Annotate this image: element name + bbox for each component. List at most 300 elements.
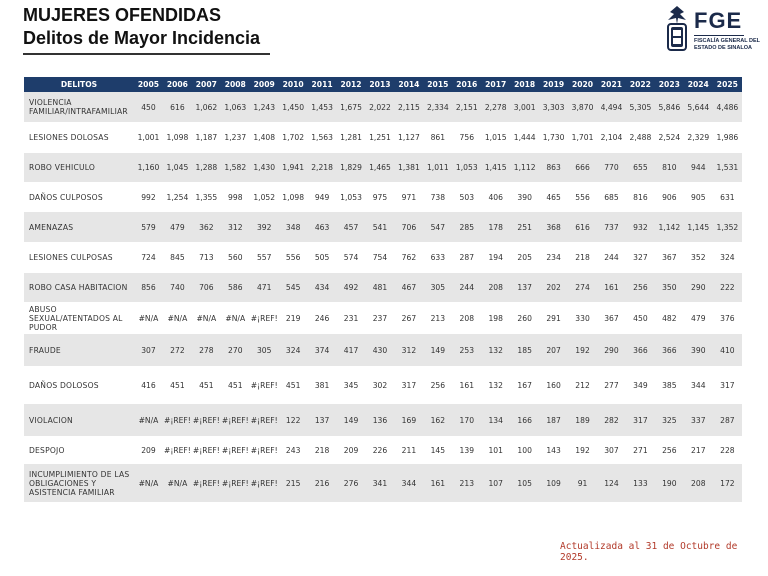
table-cell: 207 [539, 334, 568, 366]
table-cell: 1,062 [192, 92, 221, 122]
table-cell: 91 [568, 464, 597, 502]
table-cell: 1,145 [684, 212, 713, 242]
table-cell: 287 [713, 404, 742, 436]
table-cell: 172 [713, 464, 742, 502]
table-cell: 724 [134, 242, 163, 273]
table-cell: 738 [423, 182, 452, 212]
table-cell: 1,281 [337, 122, 366, 153]
table-cell: 325 [655, 404, 684, 436]
table-cell: 219 [279, 302, 308, 334]
table-cell: 557 [250, 242, 279, 273]
table-cell: #¡REF! [250, 366, 279, 404]
table-cell: 381 [308, 366, 337, 404]
table-cell: 944 [684, 153, 713, 182]
table-cell: 2,115 [394, 92, 423, 122]
table-cell: 190 [655, 464, 684, 502]
table-cell: #¡REF! [221, 436, 250, 464]
column-header-year: 2018 [510, 77, 539, 92]
table-cell: 810 [655, 153, 684, 182]
table-cell: 5,305 [626, 92, 655, 122]
table-cell: 1,187 [192, 122, 221, 153]
table-cell: 317 [394, 366, 423, 404]
table-cell: 685 [597, 182, 626, 212]
table-cell: #¡REF! [250, 436, 279, 464]
table-cell: 187 [539, 404, 568, 436]
column-header-year: 2012 [337, 77, 366, 92]
crime-name: FRAUDE [24, 334, 134, 366]
table-cell: 324 [279, 334, 308, 366]
table-cell: 185 [510, 334, 539, 366]
table-cell: 246 [308, 302, 337, 334]
table-cell: 998 [221, 182, 250, 212]
table-cell: 579 [134, 212, 163, 242]
table-cell: 1,063 [221, 92, 250, 122]
table-cell: 465 [539, 182, 568, 212]
table-row [24, 212, 742, 242]
table-cell: 1,408 [250, 122, 279, 153]
table-cell: 362 [192, 212, 221, 242]
table-cell: 166 [510, 404, 539, 436]
table-cell: 271 [626, 436, 655, 464]
table-cell: 2,329 [684, 122, 713, 153]
table-cell: 1,444 [510, 122, 539, 153]
table-row [24, 464, 742, 502]
table-cell: 1,730 [539, 122, 568, 153]
table-cell: 1,465 [366, 153, 395, 182]
crime-name: INCUMPLIMIENTO DE LAS OBLIGACIONES Y ASISTENCIA FAMILIAR [24, 464, 134, 502]
table-cell: 1,415 [481, 153, 510, 182]
table-header-row [24, 77, 742, 92]
table-row [24, 242, 742, 273]
table-cell: 1,160 [134, 153, 163, 182]
table-cell: 2,334 [423, 92, 452, 122]
table-cell: 324 [713, 242, 742, 273]
table-cell: 136 [366, 404, 395, 436]
table-cell: 202 [539, 273, 568, 302]
table-cell: 216 [308, 464, 337, 502]
logo-subtitle-line2: ESTADO DE SINALOA [694, 45, 752, 51]
page-subtitle: Delitos de Mayor Incidencia [23, 28, 261, 48]
column-header-delitos: DELITOS [24, 77, 134, 92]
table-cell: 317 [713, 366, 742, 404]
table-cell: 2,151 [452, 92, 481, 122]
table-cell: 251 [510, 212, 539, 242]
table-cell: 845 [163, 242, 192, 273]
table-cell: 492 [337, 273, 366, 302]
table-row [24, 273, 742, 302]
table-cell: 134 [481, 404, 510, 436]
table-cell: #¡REF! [163, 436, 192, 464]
column-header-year: 2007 [192, 77, 221, 92]
table-cell: 949 [308, 182, 337, 212]
table-cell: 655 [626, 153, 655, 182]
table-cell: 2,278 [481, 92, 510, 122]
table-cell: 450 [134, 92, 163, 122]
table-cell: 706 [394, 212, 423, 242]
table-cell: 178 [481, 212, 510, 242]
table-cell: 192 [568, 334, 597, 366]
table-cell: 107 [481, 464, 510, 502]
table-cell: 290 [684, 273, 713, 302]
table-cell: #¡REF! [250, 404, 279, 436]
crime-name: DAÑOS DOLOSOS [24, 366, 134, 404]
column-header-year: 2010 [279, 77, 308, 92]
table-cell: 713 [192, 242, 221, 273]
table-row [24, 302, 742, 334]
table-cell: 367 [655, 242, 684, 273]
table-cell: 479 [684, 302, 713, 334]
crime-name: DAÑOS CULPOSOS [24, 182, 134, 212]
table-cell: 1,053 [337, 182, 366, 212]
table-cell: 209 [134, 436, 163, 464]
table-cell: #N/A [134, 302, 163, 334]
table-cell: 1,015 [481, 122, 510, 153]
table-cell: 374 [308, 334, 337, 366]
table-cell: 132 [481, 366, 510, 404]
table-cell: 137 [308, 404, 337, 436]
crime-name: ROBO VEHICULO [24, 153, 134, 182]
table-cell: 145 [423, 436, 452, 464]
table-cell: 205 [510, 242, 539, 273]
table-cell: 906 [655, 182, 684, 212]
table-cell: 586 [221, 273, 250, 302]
table-cell: 451 [221, 366, 250, 404]
table-cell: 137 [510, 273, 539, 302]
table-cell: 556 [568, 182, 597, 212]
table-cell: #N/A [134, 464, 163, 502]
table-cell: 4,494 [597, 92, 626, 122]
table-cell: 482 [655, 302, 684, 334]
table-cell: 503 [452, 182, 481, 212]
table-cell: #¡REF! [250, 302, 279, 334]
table-row [24, 366, 742, 404]
table-cell: #N/A [163, 464, 192, 502]
column-header-year: 2015 [423, 77, 452, 92]
table-cell: 101 [481, 436, 510, 464]
table-cell: 616 [163, 92, 192, 122]
table-cell: 161 [452, 366, 481, 404]
table-cell: 109 [539, 464, 568, 502]
table-cell: 390 [510, 182, 539, 212]
table-cell: 307 [134, 334, 163, 366]
table-cell: 274 [568, 273, 597, 302]
table-cell: 1,675 [337, 92, 366, 122]
table-cell: 451 [279, 366, 308, 404]
table-cell: 244 [597, 242, 626, 273]
table-cell: 234 [539, 242, 568, 273]
table-cell: 5,846 [655, 92, 684, 122]
table-cell: 341 [366, 464, 395, 502]
table-cell: 5,644 [684, 92, 713, 122]
table-cell: 541 [366, 212, 395, 242]
column-header-year: 2021 [597, 77, 626, 92]
table-cell: 285 [452, 212, 481, 242]
table-cell: 2,524 [655, 122, 684, 153]
table-cell: 1,098 [279, 182, 308, 212]
table-cell: 1,531 [713, 153, 742, 182]
table-cell: 1,045 [163, 153, 192, 182]
column-header-year: 2006 [163, 77, 192, 92]
table-cell: 253 [452, 334, 481, 366]
crime-name: LESIONES DOLOSAS [24, 122, 134, 153]
table-cell: 222 [713, 273, 742, 302]
table-cell: 471 [250, 273, 279, 302]
table-cell: 417 [337, 334, 366, 366]
table-cell: 1,582 [221, 153, 250, 182]
table-cell: 243 [279, 436, 308, 464]
table-cell: #¡REF! [192, 404, 221, 436]
table-row [24, 182, 742, 212]
table-cell: 616 [568, 212, 597, 242]
crime-name: AMENAZAS [24, 212, 134, 242]
table-cell: 556 [279, 242, 308, 273]
table-cell: 162 [423, 404, 452, 436]
logo-subtitle-line1: FISCALÍA GENERAL DEL [694, 38, 761, 44]
crime-name: DESPOJO [24, 436, 134, 464]
table-row [24, 436, 742, 464]
table-cell: 272 [163, 334, 192, 366]
table-cell: 149 [337, 404, 366, 436]
table-cell: 1,702 [279, 122, 308, 153]
table-cell: 1,288 [192, 153, 221, 182]
table-cell: 975 [366, 182, 395, 212]
table-cell: 231 [337, 302, 366, 334]
table-cell: 208 [684, 464, 713, 502]
table-cell: 327 [626, 242, 655, 273]
table-cell: 282 [597, 404, 626, 436]
table-cell: 213 [452, 464, 481, 502]
table-cell: #¡REF! [192, 436, 221, 464]
table-cell: 307 [597, 436, 626, 464]
column-header-year: 2019 [539, 77, 568, 92]
table-cell: 237 [366, 302, 395, 334]
table-cell: 189 [568, 404, 597, 436]
table-cell: 352 [684, 242, 713, 273]
crime-name: VIOLACION [24, 404, 134, 436]
table-cell: 932 [626, 212, 655, 242]
table-row [24, 334, 742, 366]
table-cell: 344 [394, 464, 423, 502]
table-cell: 161 [423, 464, 452, 502]
table-cell: 1,381 [394, 153, 423, 182]
table-cell: 666 [568, 153, 597, 182]
table-cell: 631 [713, 182, 742, 212]
table-cell: 317 [626, 404, 655, 436]
table-cell: 1,001 [134, 122, 163, 153]
table-cell: 905 [684, 182, 713, 212]
table-cell: 208 [481, 273, 510, 302]
table-row [24, 122, 742, 153]
table-cell: 312 [394, 334, 423, 366]
crime-name: VIOLENCIA FAMILIAR/INTRAFAMILIAR [24, 92, 134, 122]
table-cell: 754 [366, 242, 395, 273]
table-cell: #N/A [192, 302, 221, 334]
table-cell: 971 [394, 182, 423, 212]
table-cell: 160 [539, 366, 568, 404]
table-cell: 256 [655, 436, 684, 464]
table-cell: 287 [452, 242, 481, 273]
table-cell: 816 [626, 182, 655, 212]
table-cell: 1,052 [250, 182, 279, 212]
table-cell: 410 [713, 334, 742, 366]
crime-name: ABUSO SEXUAL/ATENTADOS AL PUDOR [24, 302, 134, 334]
table-cell: 2,218 [308, 153, 337, 182]
table-cell: 1,829 [337, 153, 366, 182]
crime-table [24, 77, 742, 502]
table-cell: 863 [539, 153, 568, 182]
table-cell: 740 [163, 273, 192, 302]
table-cell: 208 [452, 302, 481, 334]
table-cell: 1,563 [308, 122, 337, 153]
crime-name: ROBO CASA HABITACION [24, 273, 134, 302]
table-cell: #¡REF! [221, 404, 250, 436]
table-cell: 633 [423, 242, 452, 273]
column-header-year: 2024 [684, 77, 713, 92]
table-cell: 169 [394, 404, 423, 436]
table-cell: 305 [423, 273, 452, 302]
table-cell: 992 [134, 182, 163, 212]
table-cell: 762 [394, 242, 423, 273]
table-cell: 856 [134, 273, 163, 302]
table-row [24, 153, 742, 182]
table-cell: 392 [250, 212, 279, 242]
table-row [24, 92, 742, 122]
crime-name: LESIONES CULPOSAS [24, 242, 134, 273]
column-header-year: 2005 [134, 77, 163, 92]
table-cell: 1,430 [250, 153, 279, 182]
table-cell: 1,127 [394, 122, 423, 153]
table-cell: 434 [308, 273, 337, 302]
table-cell: 1,243 [250, 92, 279, 122]
table-cell: 1,098 [163, 122, 192, 153]
table-cell: 192 [568, 436, 597, 464]
table-cell: 1,355 [192, 182, 221, 212]
table-cell: 105 [510, 464, 539, 502]
table-cell: #¡REF! [163, 404, 192, 436]
table-cell: 170 [452, 404, 481, 436]
table-cell: #N/A [221, 302, 250, 334]
table-cell: 1,112 [510, 153, 539, 182]
table-cell: 143 [539, 436, 568, 464]
table-cell: 1,453 [308, 92, 337, 122]
table-cell: 547 [423, 212, 452, 242]
column-header-year: 2023 [655, 77, 684, 92]
table-cell: 560 [221, 242, 250, 273]
table-cell: 267 [394, 302, 423, 334]
table-cell: 218 [568, 242, 597, 273]
table-cell: 463 [308, 212, 337, 242]
table-cell: 376 [713, 302, 742, 334]
table-cell: 149 [423, 334, 452, 366]
table-cell: 481 [366, 273, 395, 302]
fge-logo [664, 4, 761, 56]
table-cell: 1,254 [163, 182, 192, 212]
table-cell: 406 [481, 182, 510, 212]
table-cell: #¡REF! [221, 464, 250, 502]
table-cell: 198 [481, 302, 510, 334]
table-cell: 276 [337, 464, 366, 502]
column-header-year: 2025 [713, 77, 742, 92]
table-cell: 2,104 [597, 122, 626, 153]
table-cell: 545 [279, 273, 308, 302]
table-cell: 161 [597, 273, 626, 302]
column-header-year: 2020 [568, 77, 597, 92]
table-cell: 133 [626, 464, 655, 502]
table-cell: 139 [452, 436, 481, 464]
page-title: MUJERES OFENDIDAS [23, 5, 222, 25]
logo-divider [694, 35, 744, 36]
table-cell: 124 [597, 464, 626, 502]
table-cell: 574 [337, 242, 366, 273]
table-cell: 290 [597, 334, 626, 366]
title-underline [23, 53, 270, 55]
table-cell: 278 [192, 334, 221, 366]
table-cell: 366 [655, 334, 684, 366]
table-cell: 2,488 [626, 122, 655, 153]
table-cell: 228 [713, 436, 742, 464]
table-cell: 344 [684, 366, 713, 404]
table-cell: 3,870 [568, 92, 597, 122]
table-cell: 1,011 [423, 153, 452, 182]
table-cell: 256 [626, 273, 655, 302]
table-cell: 167 [510, 366, 539, 404]
table-cell: 1,701 [568, 122, 597, 153]
table-row [24, 404, 742, 436]
table-cell: 226 [366, 436, 395, 464]
table-cell: 3,001 [510, 92, 539, 122]
column-header-year: 2008 [221, 77, 250, 92]
table-cell: 457 [337, 212, 366, 242]
table-cell: 1,142 [655, 212, 684, 242]
table-cell: 350 [655, 273, 684, 302]
updated-note: Actualizada al 31 de Octubre de 2025. [560, 541, 738, 563]
table-cell: 430 [366, 334, 395, 366]
table-cell: 260 [510, 302, 539, 334]
table-cell: 367 [597, 302, 626, 334]
table-cell: 312 [221, 212, 250, 242]
table-cell: 1,450 [279, 92, 308, 122]
state-seal-icon [664, 4, 690, 56]
table-cell: 706 [192, 273, 221, 302]
table-cell: 302 [366, 366, 395, 404]
column-header-year: 2016 [452, 77, 481, 92]
table-cell: 330 [568, 302, 597, 334]
table-cell: 2,022 [366, 92, 395, 122]
table-cell: 291 [539, 302, 568, 334]
table-cell: 467 [394, 273, 423, 302]
table-cell: 390 [684, 334, 713, 366]
table-cell: 345 [337, 366, 366, 404]
table-cell: 505 [308, 242, 337, 273]
table-cell: 1,986 [713, 122, 742, 153]
table-cell: 451 [192, 366, 221, 404]
table-cell: 1,251 [366, 122, 395, 153]
table-cell: #¡REF! [250, 464, 279, 502]
table-cell: 211 [394, 436, 423, 464]
table-cell: 209 [337, 436, 366, 464]
column-header-year: 2014 [394, 77, 423, 92]
table-cell: 305 [250, 334, 279, 366]
table-cell: 1,352 [713, 212, 742, 242]
table-cell: 368 [539, 212, 568, 242]
table-cell: 218 [308, 436, 337, 464]
column-header-year: 2022 [626, 77, 655, 92]
table-cell: 770 [597, 153, 626, 182]
table-cell: 4,486 [713, 92, 742, 122]
table-cell: 366 [626, 334, 655, 366]
column-header-year: 2011 [308, 77, 337, 92]
table-cell: 100 [510, 436, 539, 464]
